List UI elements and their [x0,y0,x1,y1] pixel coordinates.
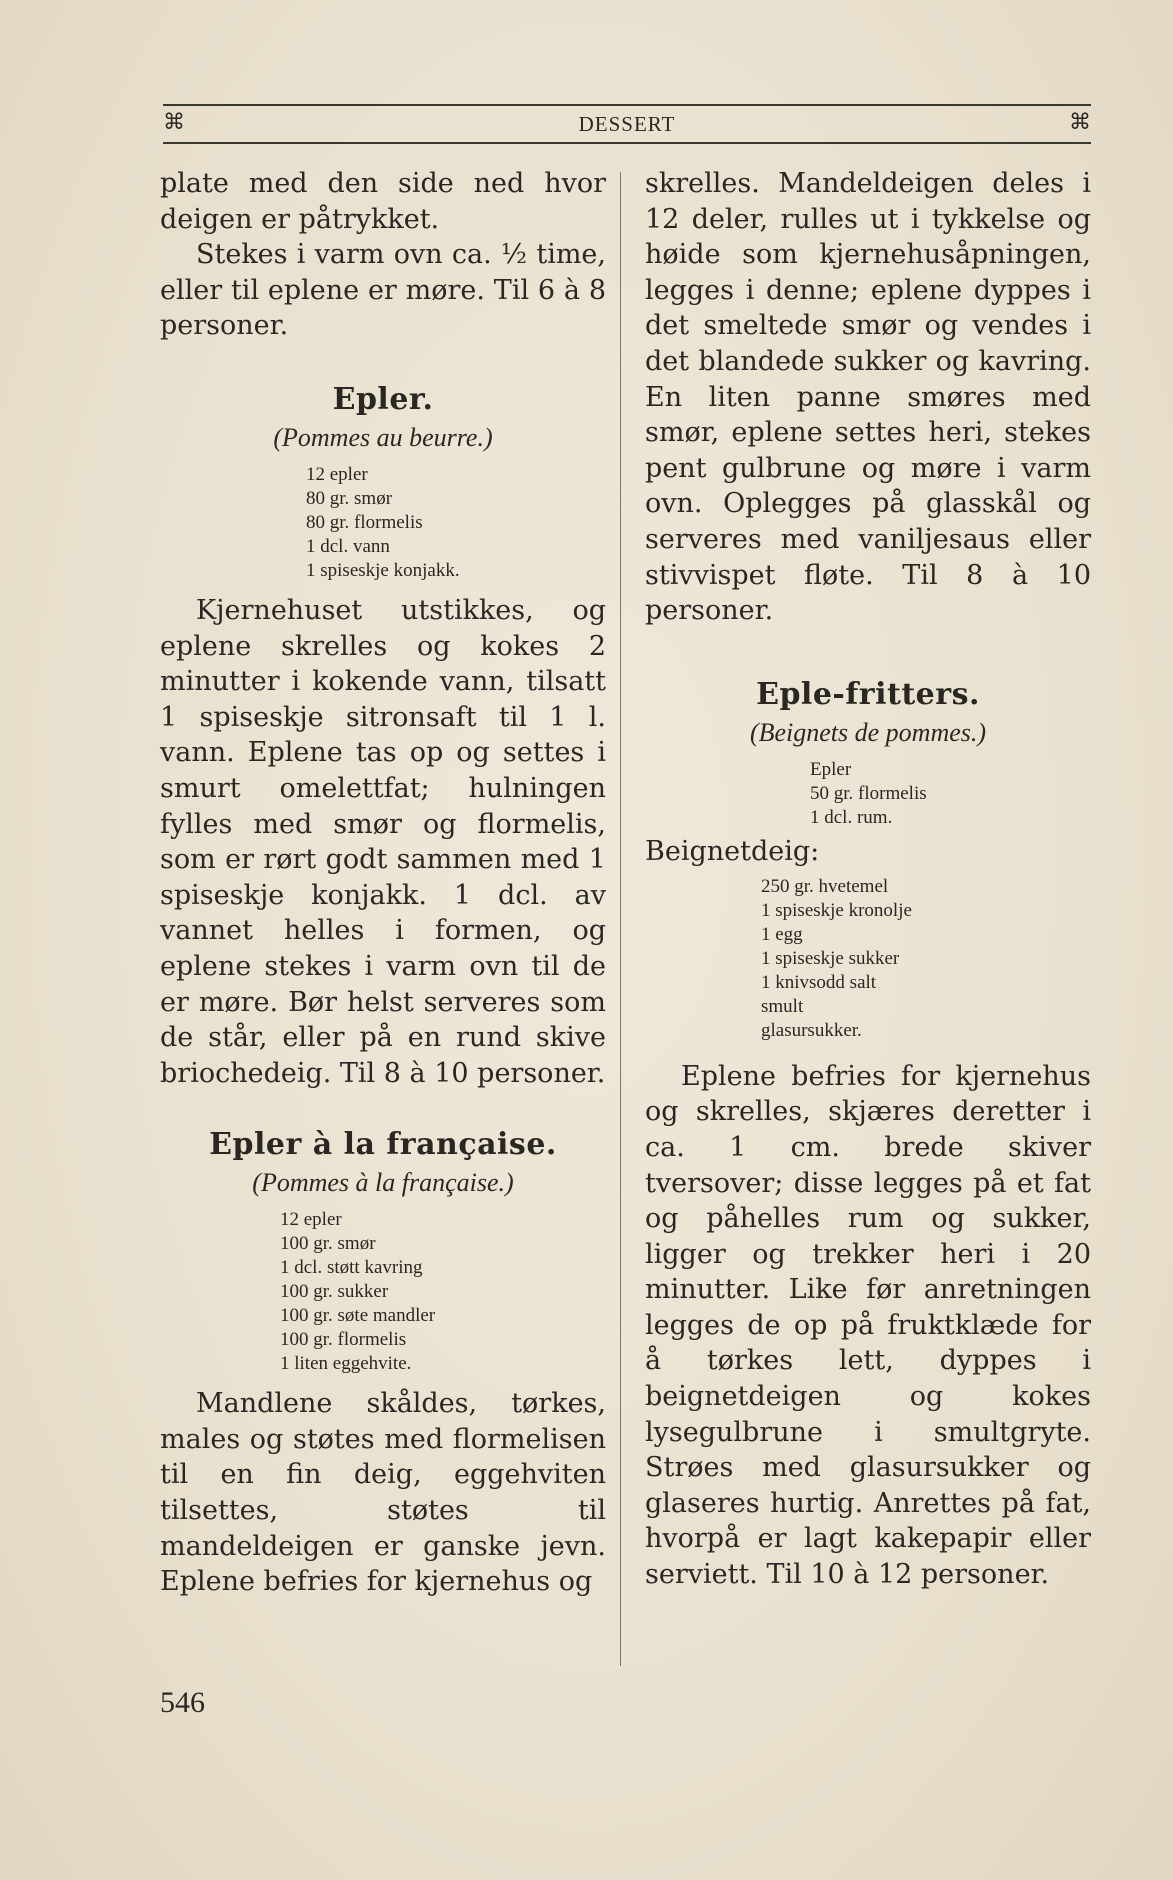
ingredient-list-fritters [810,758,1091,830]
recipe-subtitle-fritters: (Beignets de pommes.) [749,717,987,747]
ingredient-item: 1 spiseskje konjakk. [306,559,460,581]
ingredient-item: smult [761,995,804,1017]
ingredient-item: 100 gr. søte mandler [280,1305,436,1327]
right-column [645,166,1091,1593]
ingredient-item: 1 dcl. støtt kavring [280,1257,423,1279]
ingredient-item: 1 spiseskje kronolje [761,899,912,921]
recipe-title-fritters: Eple-fritters. [756,676,980,712]
recipe-text-fritters: Eplene befries for kjernehus og skrelles, skjæres deretter i ca. 1 cm. brede skiver tversover; disse legges på et fat og påhelles rum og sukker, ligger og trekker heri i 20 minutter. Like før anretningen legges de op på fruktklæde for å tørkes lett, dyppes i beignetdeigen og kokes lysegulbrune i smultgryte. Strøes med glasursukker og glaseres hurtig. Anrettes på fat, hvorpå er lagt kakepapir eller serviett. Til 10 à 12 personer. [645,1060,1091,1591]
ornament-left-icon: ⌘ [163,110,185,135]
header-title: DESSERT [578,112,676,136]
batter-ingredient-list [761,875,1091,1043]
ingredient-item: 12 epler [306,463,368,485]
recipe-subtitle-francaise: (Pommes à la française.) [252,1168,514,1198]
recipe-title-francaise: Epler à la française. [209,1127,557,1163]
ingredient-item: 1 spiseskje sukker [761,947,900,969]
ingredient-item: 12 epler [280,1209,342,1231]
ingredient-list-francaise [280,1208,606,1376]
batter-label: Beignetdeig: [645,835,820,867]
recipe-text-epler: Kjernehuset utstikkes, og eplene skrelles og kokes 2 minutter i kokende vann, tilsatt 1 spiseskje sitronsaft til 1 l. vann. Eplene tas op og settes i smurt omelettfat; hulningen fylles med smør og flormelis, som er rørt godt sammen med 1 spiseskje konjakk. 1 dcl. av vannet helles i formen, og eplene stekes i varm ovn til de er møre. Bør helst serveres som de står, eller på en rund skive briochedeig. Til 8 à 10 personer. [160,594,606,1089]
ingredient-item: 1 dcl. vann [306,535,390,557]
ingredient-item: 100 gr. flormelis [280,1329,407,1351]
page-number: 546 [160,1686,205,1719]
recipe-title-epler: Epler. [332,381,434,417]
ingredient-item: glasursukker. [761,1019,862,1041]
ingredient-item: 80 gr. flormelis [306,511,423,533]
ingredient-item: 250 gr. hvetemel [761,875,889,897]
ingredient-item: 1 knivsodd salt [761,971,877,993]
ornament-right-icon: ⌘ [1069,110,1091,135]
ingredient-list-epler [306,463,606,583]
ingredient-item: 100 gr. smør [280,1233,376,1255]
column-divider [620,172,621,1666]
bake-note: Stekes i varm ovn ca. ½ time, eller til eplene er møre. Til 6 à 8 personer. [160,239,606,342]
continuation-text-right: skrelles. Mandeldeigen deles i 12 deler, rulles ut i tykkelse og høide som kjernehusåpningen, legges i denne; eplene dyppes i det smeltede smør og vendes i det blandede sukker og kavring. En liten panne smøres med smør, eplene settes heri, stekes pent gulbrune og møre i varm ovn. Oplegges på glasskål og serveres med vaniljesaus eller stivvispet fløte. Til 8 à 10 personer. [645,168,1091,627]
running-header [163,104,1091,144]
ingredient-item: 1 dcl. rum. [810,806,893,828]
ingredient-item: Epler [810,758,852,780]
ingredient-item: 1 egg [761,923,803,945]
ingredient-item: 1 liten eggehvite. [280,1353,412,1375]
recipe-subtitle-epler: (Pommes au beurre.) [273,422,493,452]
recipe-text-francaise: Mandlene skåldes, tørkes, males og støtes med flormelisen til en fin deig, eggehviten tilsettes, støtes til mandeldeigen er ganske jevn. Eplene befries for kjernehus og [160,1388,606,1598]
ingredient-item: 50 gr. flormelis [810,782,927,804]
continuation-text: plate med den side ned hvor deigen er påtrykket. [160,168,606,235]
ingredient-item: 80 gr. smør [306,487,393,509]
left-column [160,166,606,1600]
ingredient-item: 100 gr. sukker [280,1281,389,1303]
